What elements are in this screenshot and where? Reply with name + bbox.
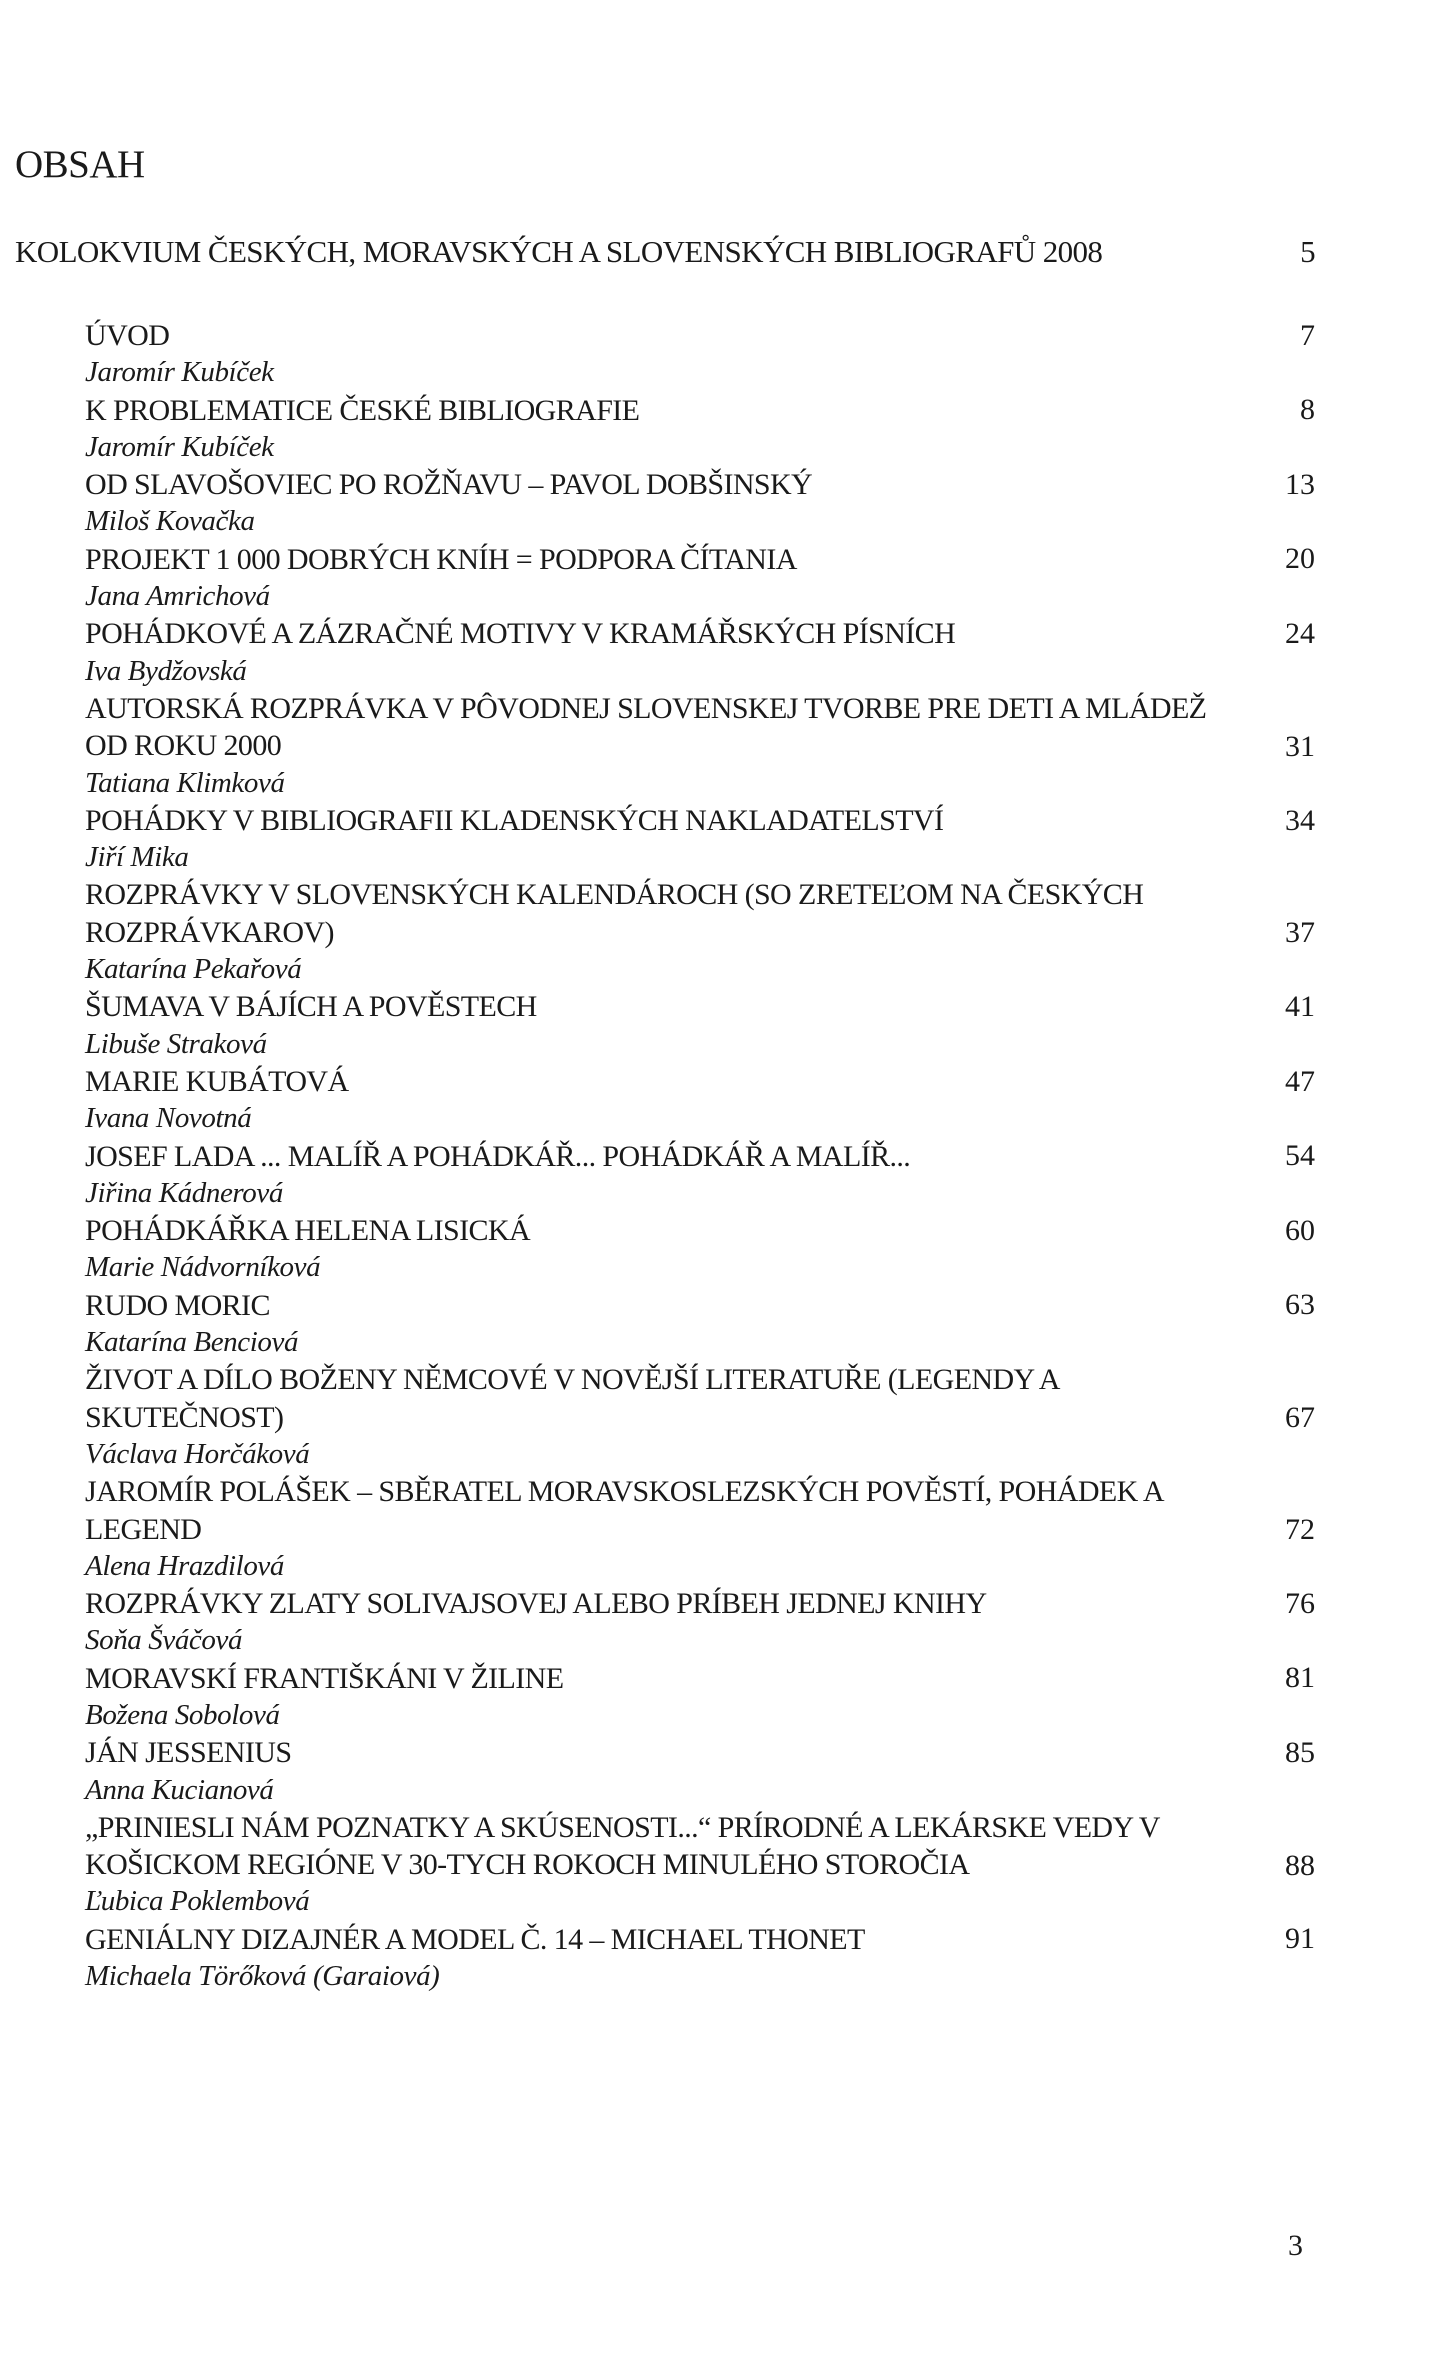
entry-author: Jaromír Kubíček xyxy=(85,430,274,463)
toc-entry xyxy=(85,615,1315,690)
entry-page-number: 7 xyxy=(1300,318,1315,352)
toc-entry xyxy=(85,690,1315,802)
section-heading xyxy=(15,232,1315,272)
entry-page-number: 60 xyxy=(1285,1213,1315,1247)
entry-author: Václava Horčáková xyxy=(85,1437,310,1470)
entry-title: AUTORSKÁ ROZPRÁVKA V PÔVODNEJ SLOVENSKEJ TVORBE PRE DETI A MLÁDEŽ OD ROKU 2000 xyxy=(85,691,1207,763)
entry-title: MARIE KUBÁTOVÁ xyxy=(85,1064,349,1098)
entry-page-number: 41 xyxy=(1285,990,1315,1024)
entry-author: Jiří Mika xyxy=(85,841,189,874)
entry-page-number: 54 xyxy=(1285,1139,1315,1173)
entry-author: Katarína Benciová xyxy=(85,1326,299,1359)
entry-title: JAROMÍR POLÁŠEK – SBĚRATEL MORAVSKOSLEZSKÝCH POVĚSTÍ, POHÁDEK A LEGEND xyxy=(85,1475,1163,1546)
entry-page-number: 47 xyxy=(1285,1064,1315,1098)
entry-page-number: 34 xyxy=(1285,803,1315,837)
entry-title: ROZPRÁVKY V SLOVENSKÝCH KALENDÁROCH (SO ZRETEĽOM NA ČESKÝCH ROZPRÁVKAROV) xyxy=(85,878,1144,949)
entry-page-number: 72 xyxy=(1285,1512,1315,1546)
entry-page-number: 91 xyxy=(1285,1922,1315,1956)
entry-page-number: 31 xyxy=(1285,729,1315,763)
entry-page-number: 37 xyxy=(1285,916,1315,950)
toc-entry xyxy=(85,1921,1315,1996)
entry-page-number: 88 xyxy=(1285,1848,1315,1882)
entry-title: RUDO MORIC xyxy=(85,1288,270,1322)
entry-author: Jana Amrichová xyxy=(85,580,270,613)
entry-title: ÚVOD xyxy=(85,319,170,352)
entry-author: Anna Kucianová xyxy=(85,1773,274,1806)
entry-title: ROZPRÁVKY ZLATY SOLIVAJSOVEJ ALEBO PRÍBEH JEDNEJ KNIHY xyxy=(85,1587,987,1621)
entry-author: Katarína Pekařová xyxy=(85,953,302,986)
entry-page-number: 81 xyxy=(1285,1661,1315,1695)
entry-author: Miloš Kovačka xyxy=(85,505,255,538)
toc-entry xyxy=(85,1809,1315,1921)
entry-author: Libuše Straková xyxy=(85,1027,267,1060)
entry-author: Ľubica Poklembová xyxy=(85,1885,310,1918)
toc-entry xyxy=(85,1473,1315,1585)
entry-title: ŽIVOT A DÍLO BOŽENY NĚMCOVÉ V NOVĚJŠÍ LITERATUŘE (LEGENDY A SKUTEČNOST) xyxy=(85,1363,1059,1434)
entry-title: K PROBLEMATICE ČESKÉ BIBLIOGRAFIE xyxy=(85,393,640,427)
toc-entry xyxy=(85,1287,1315,1362)
entry-author: Jiřina Kádnerová xyxy=(85,1176,283,1209)
entry-page-number: 76 xyxy=(1285,1586,1315,1620)
entry-title: „PRINIESLI NÁM POZNATKY A SKÚSENOSTI...“ PRÍRODNÉ A LEKÁRSKE VEDY V KOŠICKOM REGIÓNE V 30-TYCH ROKOCH MINULÉHO STOROČIA xyxy=(85,1810,1160,1882)
entry-author: Iva Bydžovská xyxy=(85,654,247,687)
entry-title: POHÁDKY V BIBLIOGRAFII KLADENSKÝCH NAKLADATELSTVÍ xyxy=(85,803,944,837)
toc-entry xyxy=(85,1212,1315,1287)
entry-page-number: 13 xyxy=(1285,467,1315,501)
entry-title: OD SLAVOŠOVIEC PO ROŽŇAVU – PAVOL DOBŠINSKÝ xyxy=(85,468,813,502)
toc-entry xyxy=(85,1734,1315,1809)
entry-page-number: 8 xyxy=(1300,393,1315,427)
toc-entry xyxy=(85,1361,1315,1473)
entry-page-number: 85 xyxy=(1285,1735,1315,1769)
entry-author: Ivana Novotná xyxy=(85,1102,252,1135)
folio-page-number: 3 xyxy=(1288,2229,1303,2262)
entry-title: POHÁDKOVÉ A ZÁZRAČNÉ MOTIVY V KRAMÁŘSKÝCH PÍSNÍCH xyxy=(85,617,956,651)
entry-author: Michaela Törőková (Garaiová) xyxy=(85,1960,440,1993)
entry-title: GENIÁLNY DIZAJNÉR A MODEL Č. 14 – MICHAEL THONET xyxy=(85,1922,865,1956)
entry-title: ŠUMAVA V BÁJÍCH A POVĚSTECH xyxy=(85,990,537,1024)
toc-entry xyxy=(85,1660,1315,1735)
entry-title: JÁN JESSENIUS xyxy=(85,1736,292,1770)
entry-author: Alena Hrazdilová xyxy=(85,1549,284,1582)
entry-author: Jaromír Kubíček xyxy=(85,356,274,389)
toc-entry xyxy=(85,466,1315,541)
toc-entry xyxy=(85,541,1315,616)
entry-author: Božena Sobolová xyxy=(85,1698,280,1731)
entry-title: POHÁDKÁŘKA HELENA LISICKÁ xyxy=(85,1214,531,1248)
toc-entry xyxy=(85,392,1315,467)
entry-title: PROJEKT 1 000 DOBRÝCH KNÍH = PODPORA ČÍTANIA xyxy=(85,542,797,576)
toc-entry xyxy=(85,1063,1315,1138)
entry-author: Soňa Šváčová xyxy=(85,1624,243,1657)
toc-entry xyxy=(85,317,1315,392)
entry-title: MORAVSKÍ FRANTIŠKÁNI V ŽILINE xyxy=(85,1661,564,1695)
entry-page-number: 24 xyxy=(1285,617,1315,651)
toc-entry xyxy=(85,1585,1315,1660)
toc-entry xyxy=(85,988,1315,1063)
section-title-text: KOLOKVIUM ČESKÝCH, MORAVSKÝCH A SLOVENSKÝCH BIBLIOGRAFŮ 2008 xyxy=(15,234,1103,269)
toc-list xyxy=(85,317,1315,1995)
page-title: OBSAH xyxy=(15,143,145,186)
toc-entry xyxy=(85,876,1315,988)
entry-title: JOSEF LADA ... MALÍŘ A POHÁDKÁŘ... POHÁDKÁŘ A MALÍŘ... xyxy=(85,1139,911,1173)
entry-page-number: 67 xyxy=(1285,1401,1315,1434)
toc-entry xyxy=(85,1138,1315,1213)
section-page-number: 5 xyxy=(1300,234,1315,269)
entry-page-number: 20 xyxy=(1285,542,1315,576)
toc-entry xyxy=(85,802,1315,877)
entry-author: Marie Nádvorníková xyxy=(85,1251,321,1284)
entry-author: Tatiana Klimková xyxy=(85,766,285,799)
entry-page-number: 63 xyxy=(1285,1288,1315,1322)
